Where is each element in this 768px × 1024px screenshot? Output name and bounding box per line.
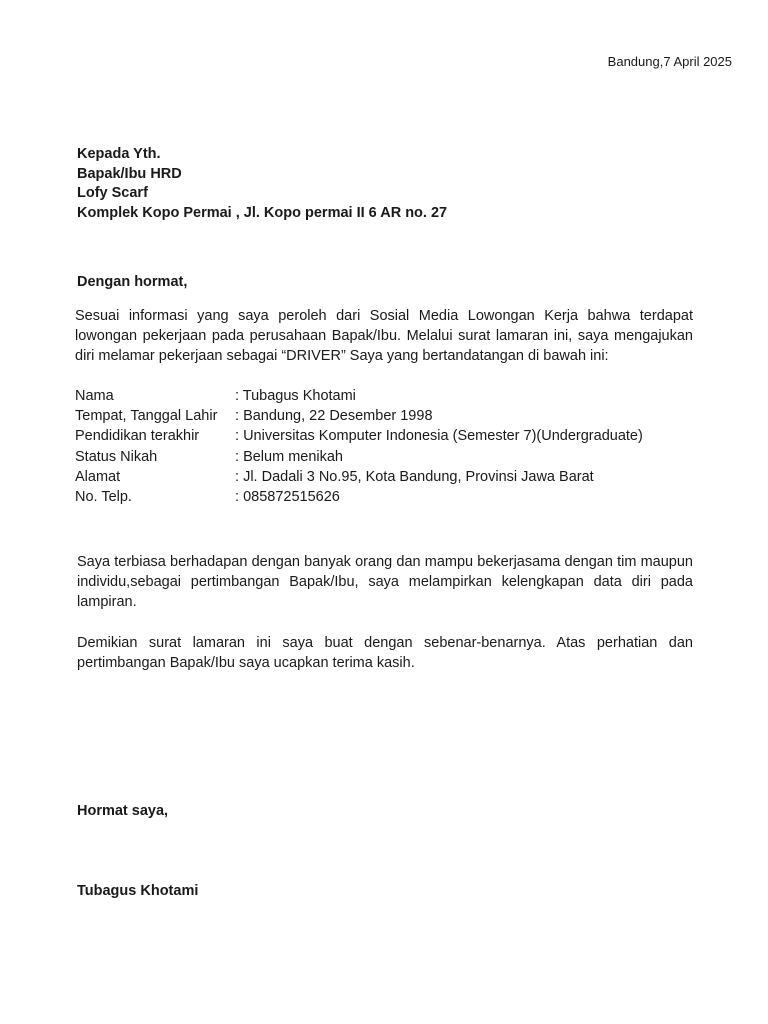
detail-value: : Tubagus Khotami [235, 386, 356, 406]
signer-name: Tubagus Khotami [77, 883, 199, 899]
opening-paragraph: Sesuai informasi yang saya peroleh dari Sosial Media Lowongan Kerja bahwa terdapat lowongan pekerjaan pada perusahaan Bapak/Ibu. Melalui surat lamaran ini, saya mengajukan diri melamar pekerjaan sebagai “DRIVER” Saya yang bertandatangan di bawah ini: [75, 308, 693, 365]
experience-paragraph: Saya terbiasa berhadapan dengan banyak orang dan mampu bekerjasama dengan tim maupun individu,sebagai pertimbangan Bapak/Ibu, saya melampirkan kelengkapan data diri pada lampiran. [77, 554, 693, 611]
detail-value: : Belum menikah [235, 447, 343, 467]
detail-label: Alamat [75, 468, 121, 485]
detail-row [75, 447, 643, 467]
detail-row [75, 386, 643, 406]
detail-label: Pendidikan terakhir [75, 428, 200, 445]
recipient-line: Kepada Yth. [77, 146, 161, 162]
detail-row [75, 487, 643, 507]
detail-value: : 085872515626 [235, 487, 340, 507]
letter-date: Bandung,7 April 2025 [607, 54, 732, 69]
closing-paragraph: Demikian surat lamaran ini saya buat dengan sebenar-benarnya. Atas perhatian dan pertimbangan Bapak/Ibu saya ucapkan terima kasih. [77, 635, 693, 672]
detail-value: : Bandung, 22 Desember 1998 [235, 406, 433, 426]
detail-value: : Universitas Komputer Indonesia (Semester 7)(Undergraduate) [235, 426, 643, 446]
greeting: Dengan hormat, [77, 274, 188, 290]
detail-label: Status Nikah [75, 448, 158, 465]
detail-label: Tempat, Tanggal Lahir [75, 408, 218, 425]
detail-row [75, 406, 643, 426]
detail-value: : Jl. Dadali 3 No.95, Kota Bandung, Provinsi Jawa Barat [235, 467, 594, 487]
recipient-block [77, 145, 447, 223]
recipient-line: Lofy Scarf [77, 185, 148, 201]
recipient-line: Komplek Kopo Permai , Jl. Kopo permai II 6 AR no. 27 [77, 204, 448, 221]
applicant-details [75, 386, 643, 507]
detail-label: No. Telp. [75, 489, 132, 506]
detail-row [75, 426, 643, 446]
detail-row [75, 467, 643, 487]
recipient-line: Bapak/Ibu HRD [77, 165, 182, 182]
closing-salutation: Hormat saya, [77, 803, 169, 819]
detail-label: Nama [75, 388, 114, 404]
